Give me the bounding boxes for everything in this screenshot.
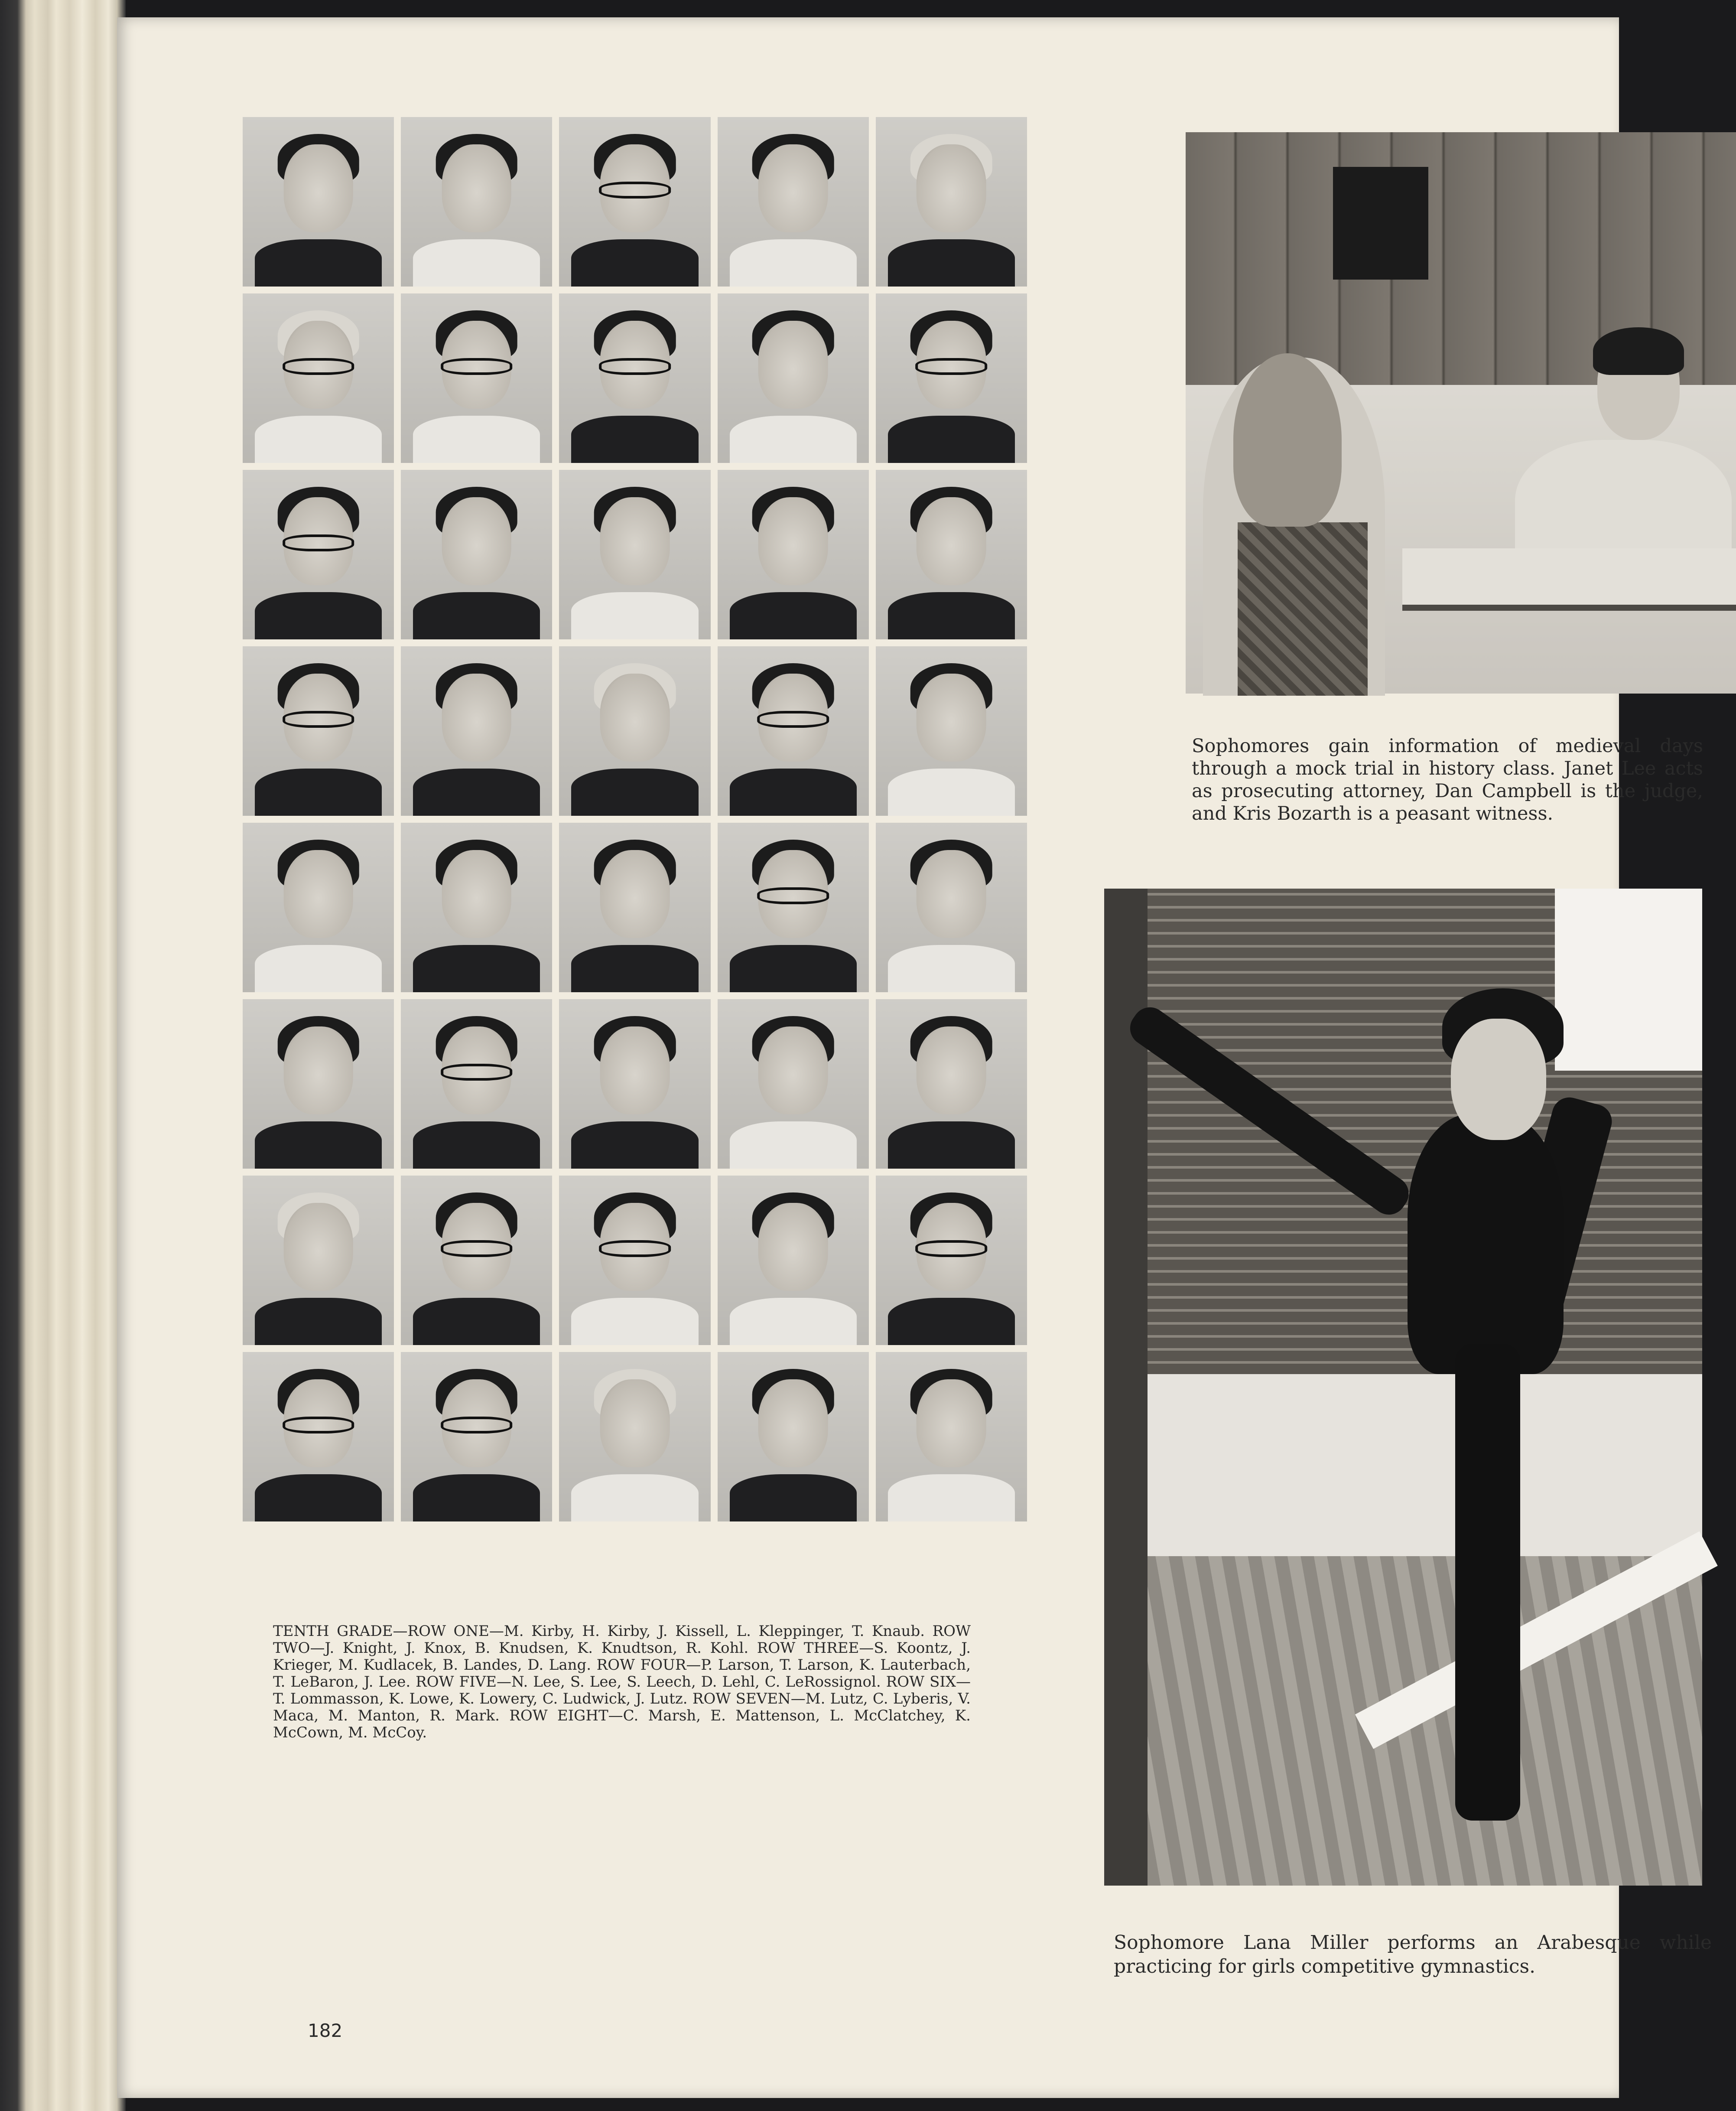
student-portrait [243,470,394,639]
gymnastics-photo [1104,889,1702,1886]
student-portrait [243,1352,394,1521]
student-portrait [718,1176,869,1345]
student-portrait [718,293,869,463]
mock-trial-caption: Sophomores gain information of medieval days through a mock trial in history class. Janet Lee acts as prosecuting attorney, Dan Campbell is the judge, and Kris Bozarth is a peasant witness. [1192,735,1703,824]
student-portrait [243,823,394,992]
student-portrait [559,293,710,463]
portrait-grid [243,117,1027,1521]
portrait-grid-caption: TENTH GRADE—ROW ONE—M. Kirby, H. Kirby, J. Kissell, L. Kleppinger, T. Knaub. ROW TWO—J. Knight, J. Knox, B. Knudsen, K. Knudtson, R. Kohl. ROW THREE—S. Koontz, J. Krieger, M. Kudlacek, B. Landes, D. Lang. ROW FOUR—P. Larson, T. Larson, K. Lauterbach, T. LeBaron, J. Lee. ROW FIVE—N. Lee, S. Lee, S. Leech, D. Lehl, C. LeRossignol. ROW SIX—T. Lommasson, K. Lowe, K. Lowery, C. Ludwick, J. Lutz. ROW SEVEN—M. Lutz, C. Lyberis, V. Maca, M. Manton, R. Mark. ROW EIGHT—C. Marsh, E. Mattenson, L. McClatchey, K. McCown, M. McCoy. [273,1622,971,1741]
student-portrait [401,823,552,992]
student-portrait [718,823,869,992]
student-portrait [243,117,394,287]
mock-trial-photo [1186,132,1736,694]
student-portrait [559,470,710,639]
student-portrait [718,646,869,816]
student-portrait [401,117,552,287]
student-portrait [718,470,869,639]
student-portrait [718,1352,869,1521]
book-binding [0,0,126,2111]
student-portrait [401,1352,552,1521]
student-portrait [876,1352,1027,1521]
student-portrait [559,117,710,287]
student-portrait [876,117,1027,287]
student-portrait [401,470,552,639]
student-portrait [718,117,869,287]
student-portrait [559,999,710,1169]
student-portrait [876,1176,1027,1345]
student-portrait [243,999,394,1169]
student-portrait [559,1352,710,1521]
student-portrait [876,470,1027,639]
student-portrait [401,646,552,816]
student-portrait [876,293,1027,463]
student-portrait [401,999,552,1169]
gymnastics-caption: Sophomore Lana Miller performs an Arabesque while practicing for girls competitive gymnastics. [1114,1932,1712,1977]
student-portrait [718,999,869,1169]
student-portrait [401,1176,552,1345]
student-portrait [243,1176,394,1345]
student-portrait [559,646,710,816]
yearbook-page [117,17,1712,2098]
student-portrait [876,823,1027,992]
student-portrait [243,646,394,816]
student-portrait [559,823,710,992]
student-portrait [876,646,1027,816]
student-portrait [876,999,1027,1169]
page-number: 182 [308,2020,343,2041]
student-portrait [559,1176,710,1345]
student-portrait [401,293,552,463]
student-portrait [243,293,394,463]
